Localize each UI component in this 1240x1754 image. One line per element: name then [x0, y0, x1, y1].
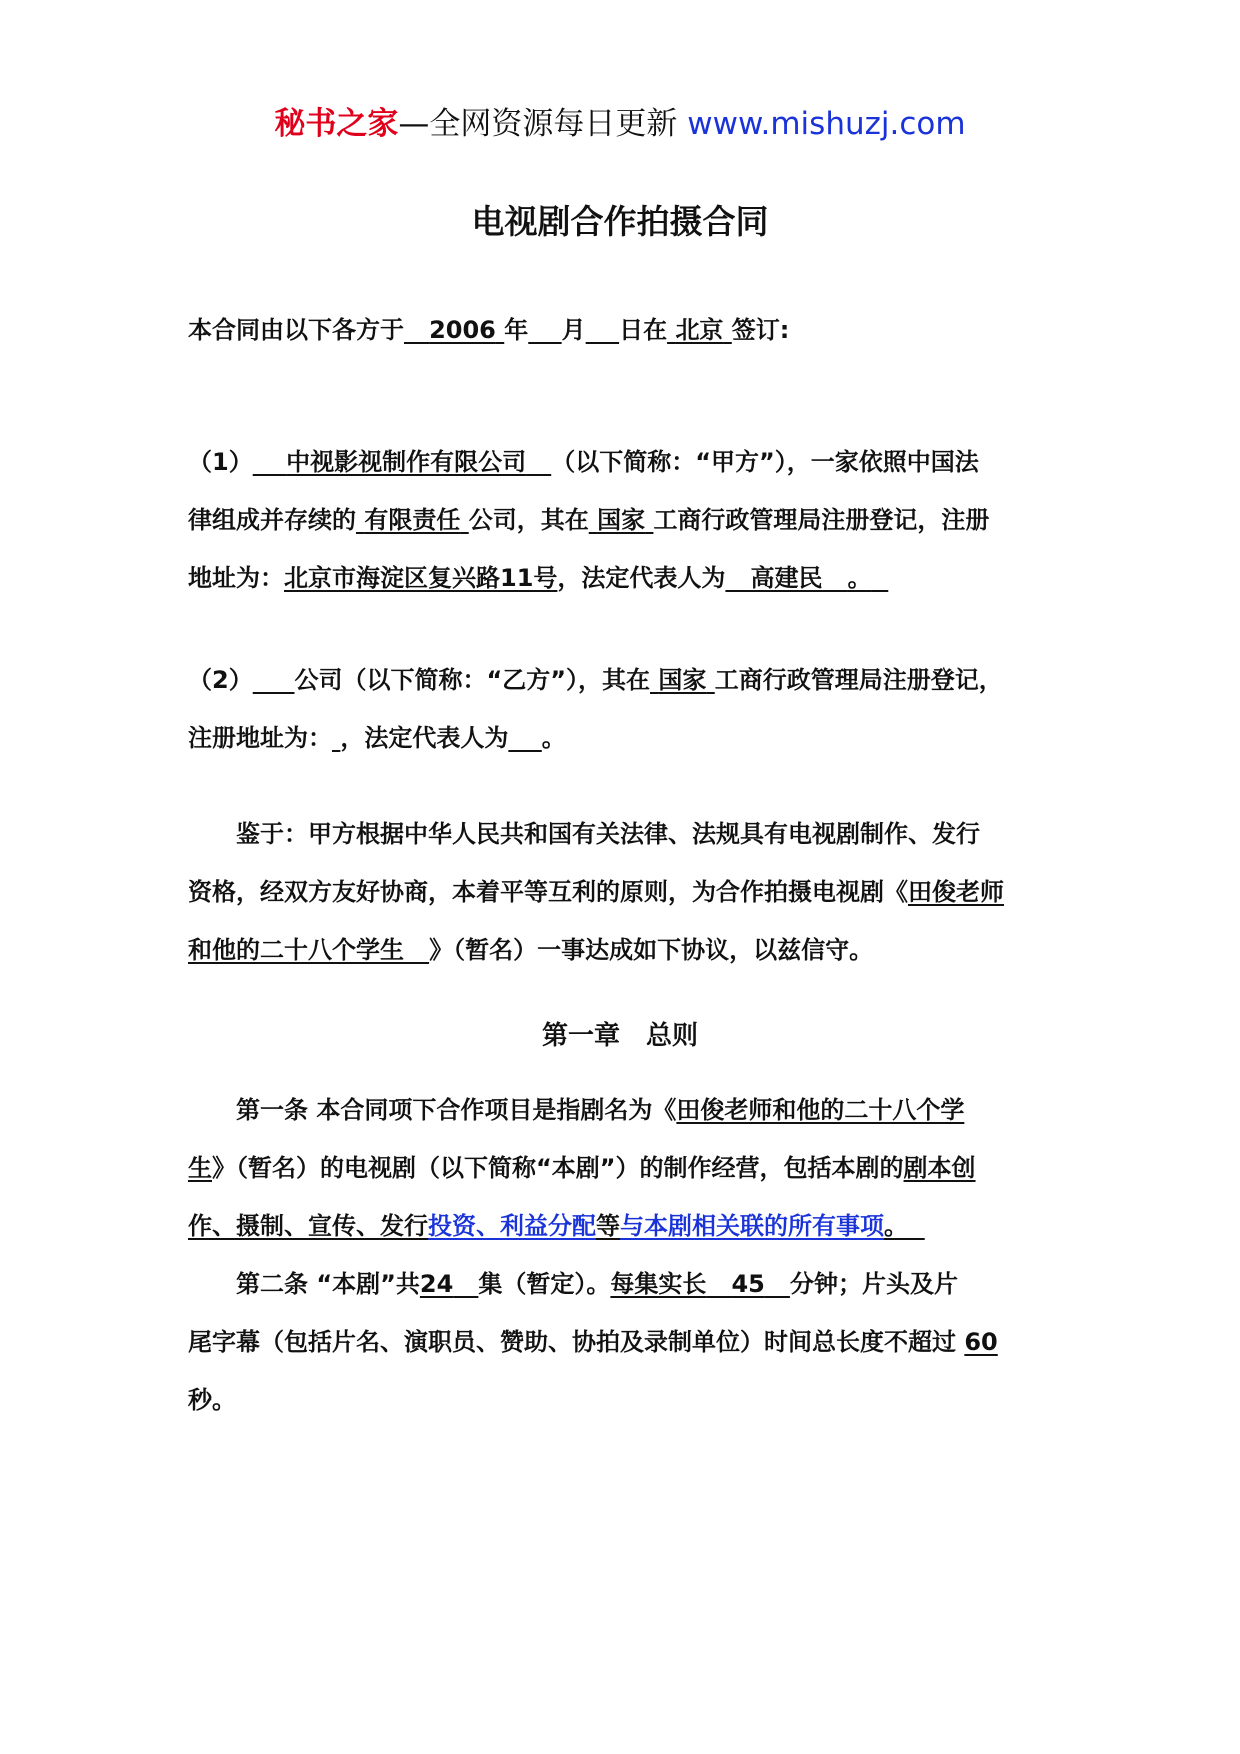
party-a-line-3: 地址为：北京市海淀区复兴路11号，法定代表人为 高建民 。: [188, 546, 1058, 610]
brand-name: 秘书之家: [274, 106, 399, 142]
party-a-address: 北京市海淀区复兴路11号: [284, 564, 558, 592]
intro-paragraph: 本合同由以下各方于 2006 年 月 日在 北京 签订:: [188, 316, 790, 344]
party-a-representative: 高建民 。: [750, 564, 872, 592]
credits-seconds: 60: [964, 1328, 998, 1356]
blank-place: 北京: [675, 316, 724, 344]
header-url-link[interactable]: www.mishuzj.com: [687, 106, 966, 142]
whereas-line-2: 资格，经双方友好协商，本着平等互利的原则，为合作拍摄电视剧《田俊老师: [188, 878, 1004, 906]
article-2-line-3: 秒。: [188, 1386, 236, 1414]
drama-name-part-1: 田俊老师: [908, 878, 1004, 906]
article-1-drama-name: 田俊老师和他的二十八个学: [676, 1096, 965, 1124]
party-a-line-2: 律组成并存续的 有限责任 公司，其在 国家 工商行政管理局注册登记，注册: [188, 506, 990, 534]
party-a-name: 中视影视制作有限公司: [286, 448, 527, 476]
drama-name-part-2: 和他的二十八个学生: [188, 936, 404, 964]
investment-link[interactable]: 投资、利益分配: [428, 1212, 596, 1240]
blank-day: [586, 316, 619, 344]
episode-count: 24: [419, 1270, 454, 1298]
party-a-company-type: 有限责任: [364, 506, 461, 534]
site-header: [0, 104, 1240, 144]
article-1-line-3: 作、摄制、宣传、发行投资、利益分配等与本剧相关联的所有事项。: [188, 1212, 908, 1240]
episode-length: 每集实长 45: [610, 1270, 765, 1298]
party-b-registry: 国家: [658, 666, 707, 694]
article-1-line-2: 生》（暂名）的电视剧（以下简称“本剧”）的制作经营，包括本剧的剧本创: [188, 1154, 976, 1182]
article-2-line-1: 第二条 “本剧”共24 集（暂定）。每集实长 45 分钟；片头及片: [236, 1270, 958, 1298]
related-matters-link[interactable]: 与本剧相关联的所有事项: [620, 1212, 884, 1240]
chapter-heading: 第一章 总则: [541, 1021, 698, 1051]
party-b-rep-blank: [508, 724, 541, 752]
party-b-name-blank: [253, 666, 295, 694]
article-1-line-1: 第一条 本合同项下合作项目是指剧名为《田俊老师和他的二十八个学: [236, 1096, 965, 1124]
document-title: 电视剧合作拍摄合同: [471, 202, 769, 241]
party-a-registry: 国家: [597, 506, 646, 534]
party-a-line-1: （1） 中视影视制作有限公司 （以下简称：“甲方”），一家依照中国法: [188, 448, 979, 476]
blank-month: [528, 316, 561, 344]
blank-year: 2006: [429, 316, 496, 344]
header-tagline: —全网资源每日更新: [398, 106, 678, 142]
whereas-line-3: 和他的二十八个学生 》（暂名）一事达成如下协议，以兹信守。: [188, 936, 874, 964]
article-2-line-2: 尾字幕（包括片名、演职员、赞助、协拍及录制单位）时间总长度不超过 60: [188, 1328, 998, 1356]
whereas-line-1: 鉴于：甲方根据中华人民共和国有关法律、法规具有电视剧制作、发行: [236, 820, 980, 848]
party-b-line-1: （2） 公司（以下简称：“乙方”），其在 国家 工商行政管理局注册登记，: [188, 666, 1003, 694]
party-b-line-2: 注册地址为： ，法定代表人为 。: [188, 724, 566, 752]
